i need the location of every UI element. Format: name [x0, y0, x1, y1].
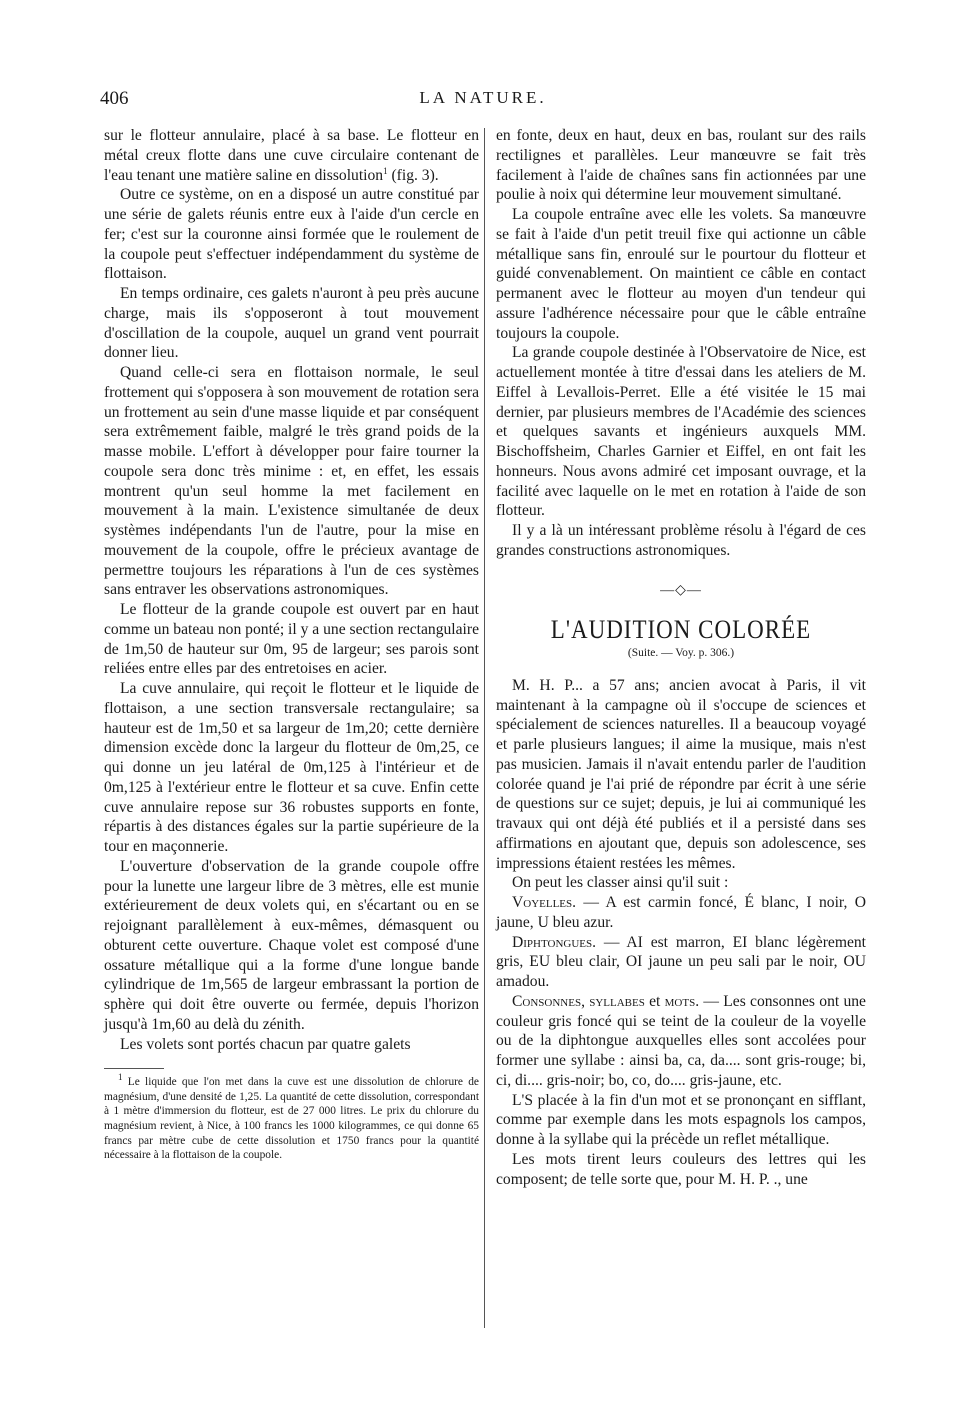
right-column	[496, 126, 866, 1189]
paragraph: Les mots tirent leurs couleurs des lettres qui les composent; de telle sorte que, pour M. H. P. ., une	[496, 1150, 866, 1188]
paragraph: sur le flotteur annulaire, placé à sa base. Le flotteur en métal creux flotte dans une cuve circulaire contenant de l'eau tenant une matière saline en dissolution$^1$ (fig. 3).	[104, 127, 479, 184]
paragraph-voyelles: Voyelles. — A est carmin foncé, É blanc, I noir, O jaune, U bleu azur.	[496, 894, 866, 931]
paragraph: La cuve annulaire, qui reçoit le flotteur et le liquide de flottaison, a une section transversale rectangulaire; sa hauteur est de 1m,50 et sa largeur de 1m,20; cette dernière dimension excède donc la largeur du flotteur de 0m,25, ce qui donne un jeu latéral de 0m,125 à l'intérieur et de 0m,125 à l'extérieur entre le flotteur et sa cuve. Enfin cette cuve annulaire repose sur 36 robustes supports en fonte, répartis à des distances égales sur la partie supérieure de la tour en maçonnerie.	[104, 680, 479, 855]
column-divider	[484, 128, 485, 1328]
paragraph: L'S placée à la fin d'un mot et se prononçant en sifflant, comme par exemple dans les mots espagnols los campos, donne à la syllabe qui la précède un reflet métallique.	[496, 1091, 866, 1148]
footnote-marker: 1	[383, 165, 388, 176]
paragraph-diphtongues: Diphtongues. — AI est marron, EI blanc légèrement gris, EU bleu clair, OI jaune un peu sali par le noir, OU amadou.	[496, 933, 866, 990]
paragraph: M. H. P... a 57 ans; ancien avocat à Paris, il vit maintenant à la campagne où il s'occupe de sciences et spécialement de sciences naturelles. Il a beaucoup voyagé et parle plusieurs langues; il aime la musique, mais n'est pas musicien. Jamais il n'avait entendu parler de l'audition colorée quand je l'ai prié de répondre par écrit à une série de questions sur ce sujet; depuis, je lui ai communiqué les travaux qui ont déjà été publiés et il a persisté dans ses affirmations en ajoutant que, depuis son adolescence, ses impressions étaient restées les mêmes.	[496, 676, 866, 872]
footnote-rule	[104, 1068, 164, 1069]
paragraph: Quand celle-ci sera en flottaison normale, le seul frottement qui s'opposera à son mouvement de rotation sera un frottement au sein d'une masse liquide et par conséquent sera extrêmement faible, malgré le très grand poids de la masse mobile. L'effort à développer pour faire tourner la coupole sera donc très minime : et, en effet, les essais montrent qu'un seul homme la met facilement en mouvement à la main. L'existence simultanée de deux systèmes indépendants l'un de l'autre, pour la mise en mouvement de la coupole, offre le précieux avantage de permettre toujours les réparations à l'un de ces systèmes sans entraver les observations astronomiques.	[104, 364, 479, 599]
paragraph: Il y a là un intéressant problème résolu à l'égard de ces grandes constructions astronomiques.	[496, 522, 866, 559]
running-title: LA NATURE.	[419, 88, 547, 107]
paragraph: en fonte, deux en haut, deux en bas, roulant sur des rails rectilignes et parallèles. Leur manœuvre se fait très facilement à l'aide de chaînes sans fin actionnées par une poulie à noix qui détermine leur mouvement simultané.	[496, 127, 866, 204]
paragraph: Le flotteur de la grande coupole est ouvert par en haut comme un bateau non ponté; il y a une section rectangulaire de 1m,50 de hauteur sur 0m, 95 de largeur; ses parois sont reliées entre elles par des entretoises en acier.	[104, 601, 479, 678]
footnote: $^1$ Le liquide que l'on met dans la cuve est une dissolution de chlorure de magnésium, d'une densité de 1,25. La quantité de cette dissolution, correspondant à 1 mètre d'immersion du flotteur, est de 27 000 litres. Le prix du chlorure du magnésium revient, à Nice, à 100 francs les 1000 kilogrammes, ce qui donne 65 francs par mètre cube de cette dissolution et 1750 francs pour la quantité nécessaire à la flottaison de la coupole.	[104, 1072, 479, 1162]
paragraph: La grande coupole destinée à l'Observatoire de Nice, est actuellement montée à titre d'essai dans les ateliers de M. Eiffel à Levallois-Perret. Elle a été visitée le 15 mai dernier, par plusieurs membres de l'Académie des sciences et quelques savants et ingénieurs auxquels MM. Bischoffsheim, Charles Garnier et Eiffel, en ont fait les honneurs. Nous avons admiré cet imposant ouvrage, et la facilité avec laquelle on le met en rotation à l'aide de son flotteur.	[496, 344, 866, 520]
paragraph: On peut les classer ainsi qu'il suit :	[512, 874, 729, 892]
page-number: 406	[100, 88, 129, 109]
page-header	[100, 88, 866, 118]
diphtongues-label: Diphtongues.	[512, 933, 597, 951]
article-title: L'AUDITION COLORÉE	[550, 615, 812, 645]
ornament-divider: —◇—	[660, 582, 702, 598]
footnotes	[104, 1072, 479, 1163]
paragraph: L'ouverture d'observation de la grande coupole offre pour la lunette une largeur libre de 3 mètres, elle est munie extérieurement de deux volets qui, en s'écartant ou en se rejoignant parallèlement à eux-mêmes, démasquent ou obturent cette ouverture. Chaque volet est composé d'une ossature métallique qui a la forme d'une longue bande cylindrique de 1m,565 de largeur embrassant la portion de sphère qui doit être ouverte ou fermée, depuis l'horizon jusqu'à 1m,60 au delà du zénith.	[104, 857, 479, 1033]
paragraph: En temps ordinaire, ces galets n'auront à peu près aucune charge, mais ils s'opposeront à tout mouvement d'oscillation de la coupole, auquel un grand vent pourrait donner lieu.	[104, 285, 479, 362]
paragraph: La coupole entraîne avec elle les volets. Sa manœuvre se fait à l'aide d'un petit treuil fixe qui actionne un câble métallique sans fin, enroulé sur le pourtour du flotteur et guidé convenablement. On maintient ce câble en contact permanent avec le flotteur au moyen d'un tendeur qui assure l'adhérence nécessaire pour que le câble entraîne toujours la coupole.	[496, 206, 866, 342]
paragraph: Outre ce système, on en a disposé un autre constitué par une série de galets réunis entre eux à l'aide d'un cercle en fer; c'est sur la couronne ainsi formée que le roulement de la coupole peut s'effectuer indépendamment du système de flottaison.	[104, 186, 479, 283]
paragraph: Les volets sont portés chacun par quatre galets	[120, 1035, 411, 1053]
voyelles-label: Voyelles.	[512, 894, 577, 911]
consonnes-label: Consonnes, syllabes	[512, 992, 645, 1010]
paragraph-consonnes: Consonnes, syllabes et mots. — Les consonnes ont une couleur gris foncé qui se teint de la couleur de la voyelle ou de la diphtongue auxquelles elles sont accolées pour former une syllabe : ainsi ba, ca, da.... sont gris-rouge; bi, ci, di.... gris-noir; bo, co, do.... gris-jaune, etc.	[496, 992, 866, 1089]
left-column	[104, 126, 479, 1163]
article-subtitle: (Suite. — Voy. p. 306.)	[627, 647, 735, 659]
